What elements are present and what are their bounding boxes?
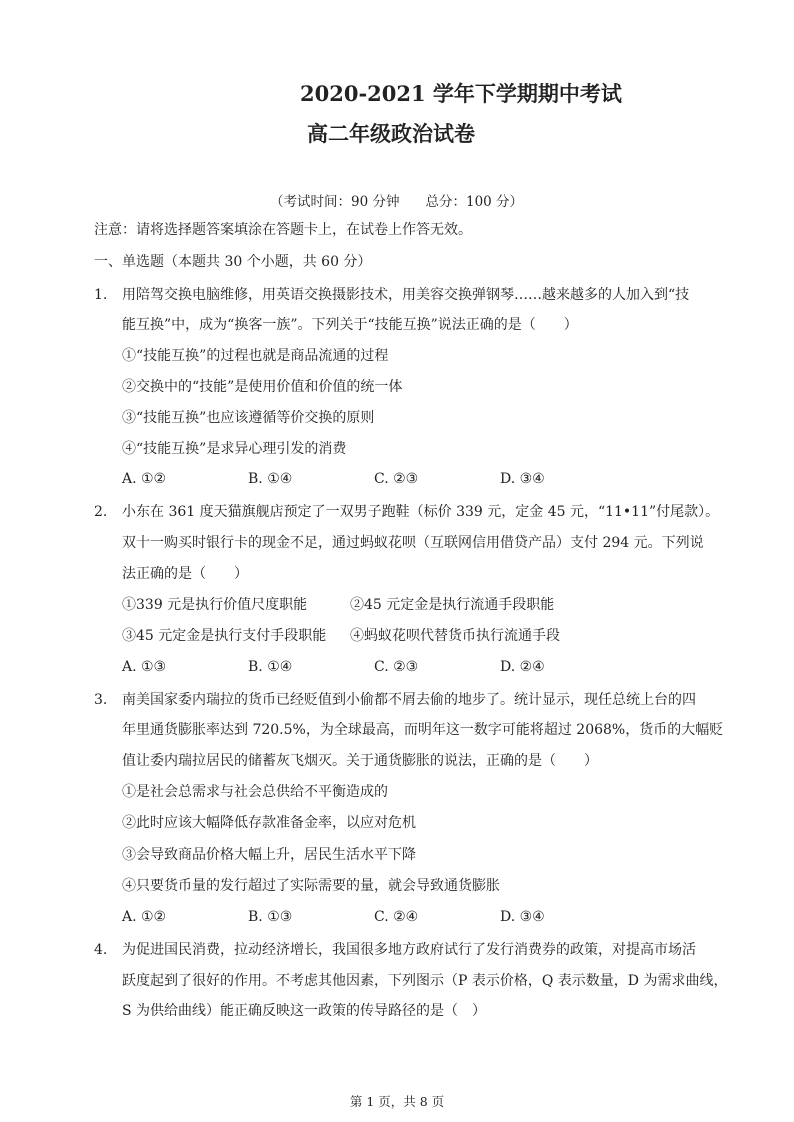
statement: ④蚂蚁花呗代替货币执行流通手段 [350,628,560,644]
question-stem-line: 南美国家委内瑞拉的货币已经贬值到小偷都不屑去偷的地步了。统计显示，现任总统上台的四 [122,692,696,708]
page-footer: 第 1 页，共 8 页 [349,1094,445,1109]
exam-subtitle: 高二年级政治试卷 [307,121,475,146]
statement: ①是社会总需求与社会总供给不平衡造成的 [122,784,388,800]
exam-time: （考试时间：90 分钟 [270,194,400,210]
question-stem-line: 跃度起到了很好的作用。不考虑其他因素，下列图示（P 表示价格，Q 表示数量，D 为需求曲线， [122,973,728,989]
statement: ②45 元定金是执行流通手段职能 [350,597,555,613]
question-stem-line: 法正确的是（ ） [122,566,248,582]
choice-a: A. ①② [122,909,167,925]
choice-b: B. ①④ [248,471,293,487]
statement: ②交换中的“技能”是使用价值和价值的统一体 [122,379,403,395]
question-number: 4. [94,942,108,958]
question-stem-line: 小东在 361 度天猫旗舰店预定了一双男子跑鞋（标价 339 元，定金 45 元，“11•11”付尾款）。 [122,504,720,520]
question-stem-line: 能互换”中，成为“换客一族”。下列关于“技能互换”说法正确的是（ ） [122,317,578,333]
question-stem-line: 用陪驾交换电脑维修，用英语交换摄影技术，用美容交换弹钢琴……越来越多的人加入到“技 [122,287,690,303]
question-number: 2. [94,504,108,520]
choice-b: B. ①③ [248,909,293,925]
question-number: 1. [94,287,108,303]
question-stem-line: 双十一购买时银行卡的现金不足，通过蚂蚁花呗（互联网信用借贷产品）支付 294 元。下列说 [122,535,704,551]
choice-d: D. ③④ [500,909,545,925]
choice-d: D. ②④ [500,659,545,675]
statement: ②此时应该大幅降低存款准备金率，以应对危机 [122,815,416,831]
statement: ④只要货币量的发行超过了实际需要的量，就会导致通货膨胀 [122,878,500,894]
exam-meta [270,190,523,210]
choice-c: C. ②③ [374,659,419,675]
choice-a: A. ①② [122,471,167,487]
choice-a: A. ①③ [122,659,167,675]
exam-title: 2020-2021 学年下学期期中考试 [300,81,622,106]
statement: ①339 元是执行价值尺度职能 [122,597,308,613]
statement: ①“技能互换”的过程也就是商品流通的过程 [122,348,389,364]
notice: 注意：请将选择题答案填涂在答题卡上，在试卷上作答无效。 [94,222,472,238]
statement: ③45 元定金是执行支付手段职能 [122,628,327,644]
statement: ④“技能互换”是求异心理引发的消费 [122,441,347,457]
question-stem-line: 为促进国民消费，拉动经济增长，我国很多地方政府试行了发行消费券的政策，对提高市场活 [122,942,696,958]
section-title: 一、单选题（本题共 30 个小题，共 60 分） [94,254,372,270]
question-stem-line: 值让委内瑞拉居民的储蓄灰飞烟灭。关于通货膨胀的说法，正确的是（ ） [122,753,598,769]
question-number: 3. [94,692,108,708]
total-score: 总分：100 分） [425,194,524,210]
statement: ③会导致商品价格大幅上升，居民生活水平下降 [122,847,416,863]
choice-b: B. ①④ [248,659,293,675]
choice-d: D. ③④ [500,471,545,487]
choice-c: C. ②③ [374,471,419,487]
statement: ③“技能互换”也应该遵循等价交换的原则 [122,410,375,426]
question-stem-line: 年里通货膨胀率达到 720.5%，为全球最高，而明年这一数字可能将超过 2068%，货币的大幅贬 [122,722,724,738]
choice-c: C. ②④ [374,909,419,925]
question-stem-line: S 为供给曲线）能正确反映这一政策的传导路径的是（ ） [122,1003,487,1019]
